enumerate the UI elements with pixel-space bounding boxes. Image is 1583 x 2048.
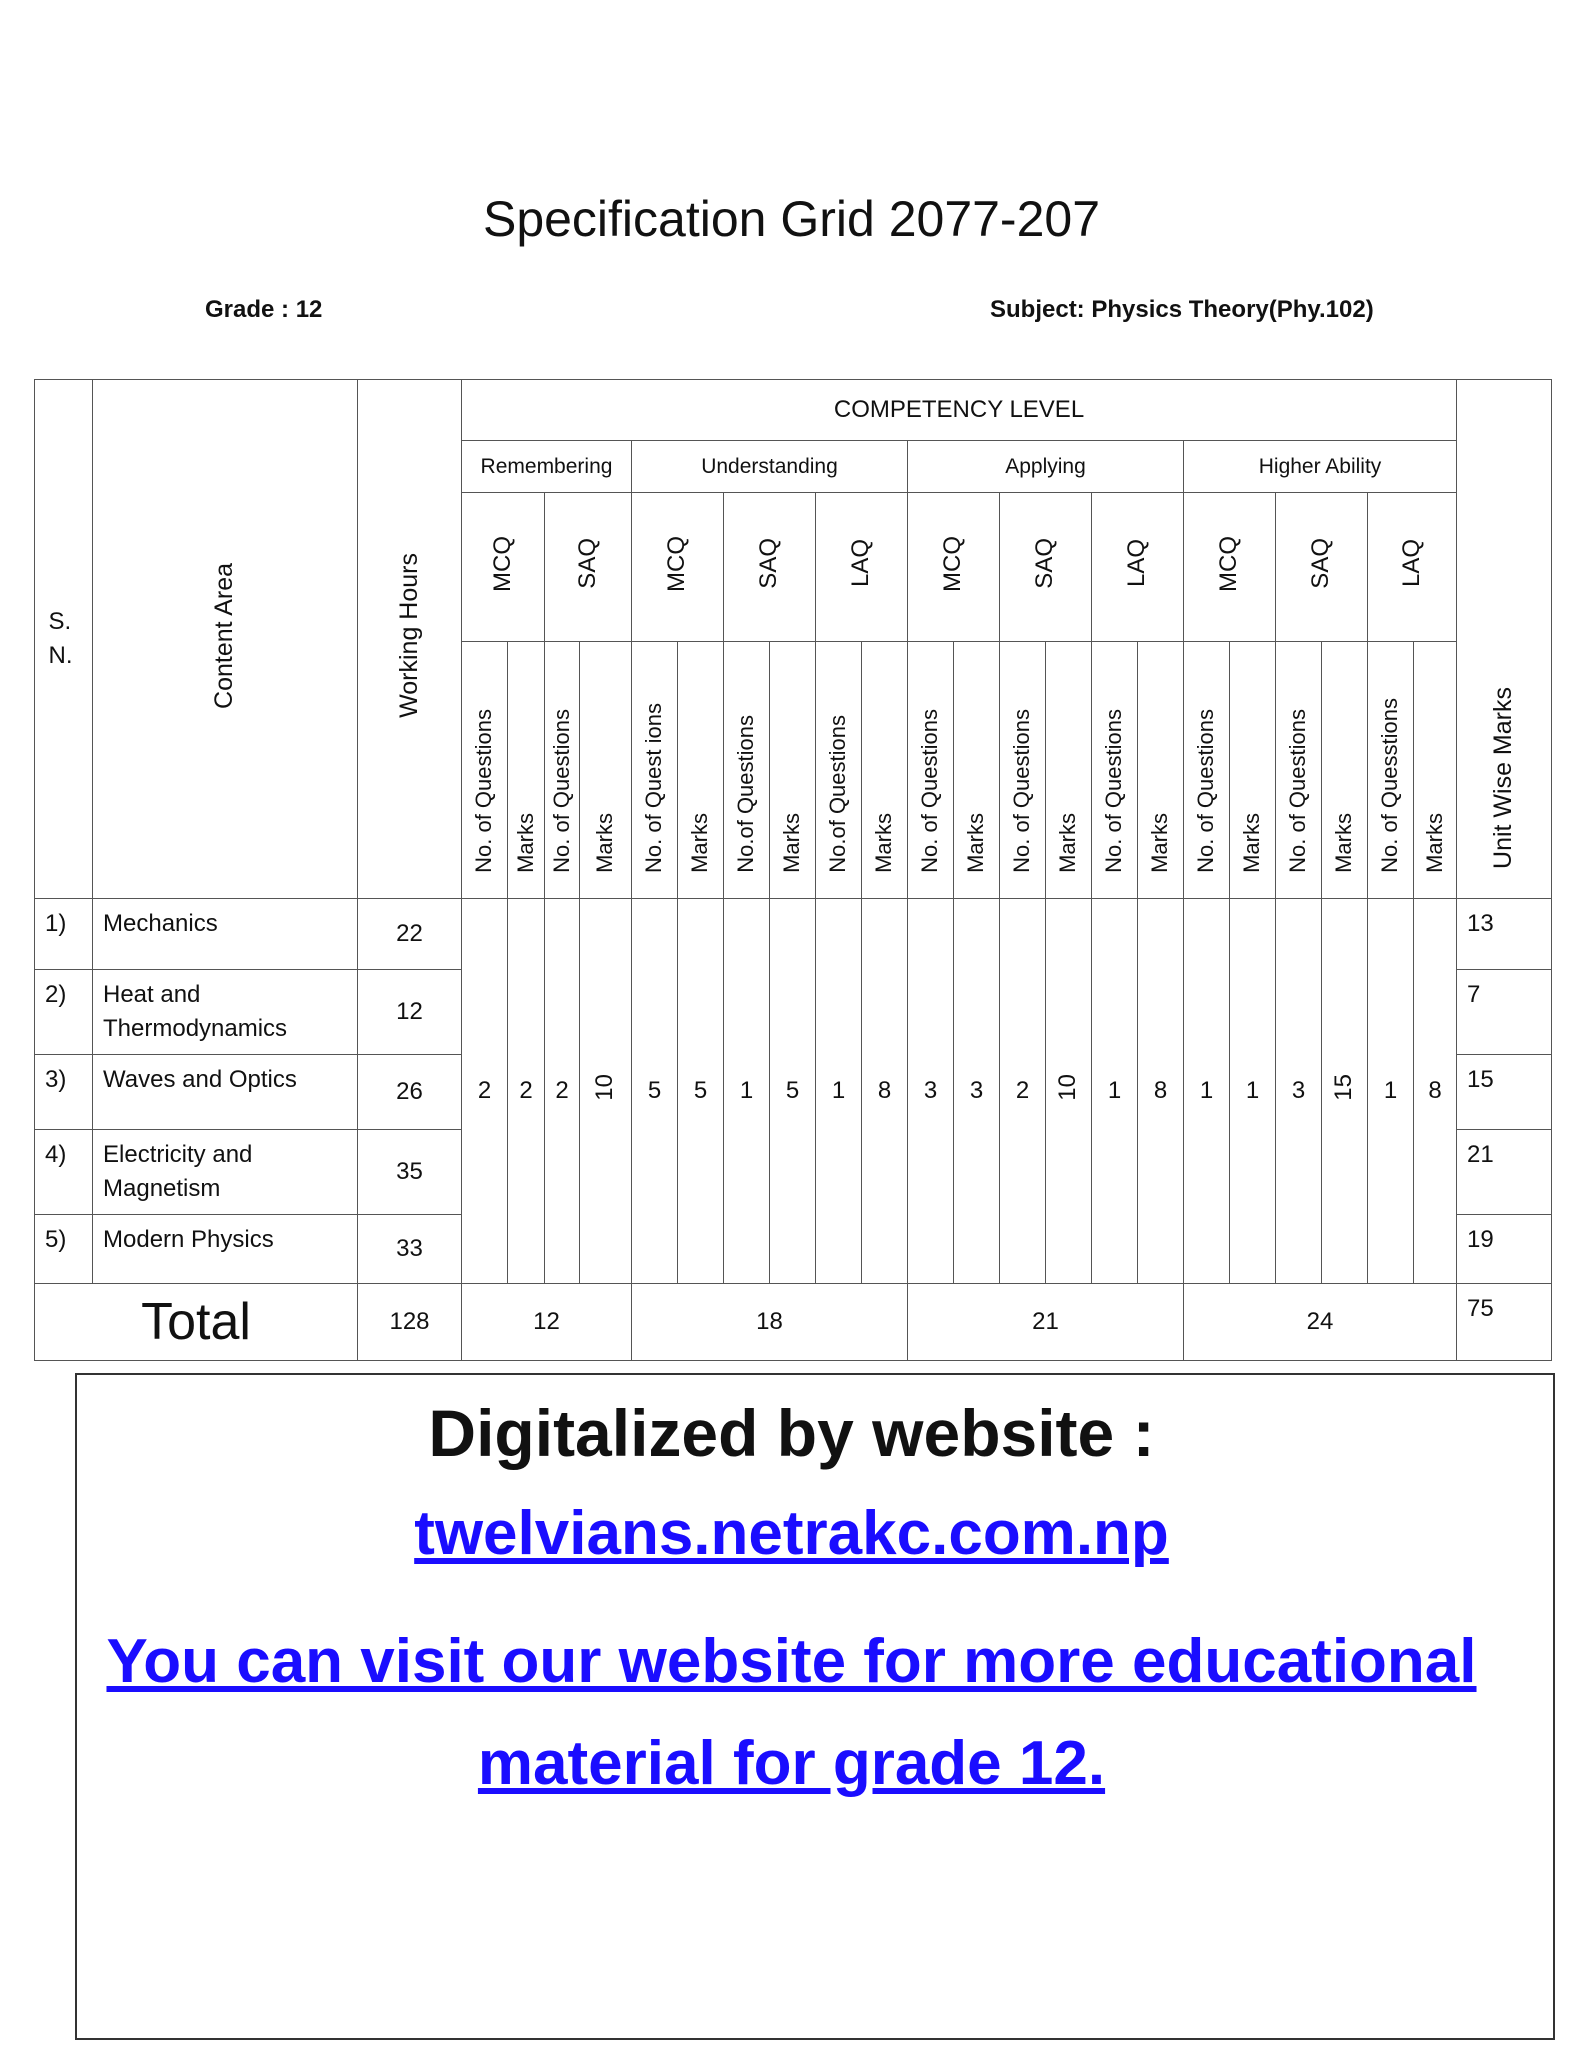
no-of-questions-subheader: [1184, 642, 1230, 899]
question-type-header-mcq-text: MCQ: [1215, 535, 1243, 592]
promo-line-1[interactable]: [0, 1626, 1583, 1697]
no-of-questions-subheader-text: No. of Quesstions: [1377, 698, 1403, 873]
marks-subheader: [508, 642, 545, 899]
total-label-text: Total: [141, 1293, 251, 1351]
working-hours-cell-text: 12: [396, 998, 423, 1025]
sn-cell: [35, 970, 93, 1055]
content-area-cell-text: Modern Physics: [103, 1226, 274, 1253]
level-header-higher-ability-text: Higher Ability: [1258, 454, 1382, 478]
unit-marks-cell-text: 19: [1467, 1226, 1494, 1253]
no-of-questions-subheader-text: No. of Questions: [548, 709, 574, 873]
distribution-cell: [545, 899, 580, 1284]
specification-grid-table: [34, 379, 1552, 1361]
level-total-text: 24: [1306, 1308, 1334, 1335]
website-link[interactable]: [0, 1498, 1583, 1569]
level-header-higher-ability: [1184, 441, 1457, 493]
level-total: [908, 1284, 1184, 1361]
distribution-cell: [580, 899, 632, 1284]
marks-subheader: [580, 642, 632, 899]
distribution-cell-text: 2: [519, 1077, 533, 1104]
working-hours-header: [358, 380, 462, 899]
competency-level-header-text: COMPETENCY LEVEL: [833, 396, 1085, 423]
sn-cell: [35, 1130, 93, 1215]
marks-subheader-text: Marks: [1331, 813, 1357, 873]
no-of-questions-subheader: [816, 642, 862, 899]
question-type-header-mcq: [908, 493, 1000, 642]
working-hours-cell: [358, 1130, 462, 1215]
distribution-cell-text: 1: [739, 1077, 754, 1104]
sn-header: [35, 380, 93, 899]
sn-cell-text: 3): [45, 1066, 67, 1093]
no-of-questions-subheader-text: No. of Questions: [1285, 709, 1311, 873]
level-total: [632, 1284, 908, 1361]
marks-subheader: [1046, 642, 1092, 899]
question-type-header-saq-text: SAQ: [755, 538, 783, 589]
working-hours-cell: [358, 1215, 462, 1284]
question-type-header-mcq-text: MCQ: [939, 535, 967, 592]
marks-subheader-text: Marks: [512, 813, 538, 873]
distribution-cell: [862, 899, 908, 1284]
no-of-questions-subheader-text: No.of Questions: [825, 715, 851, 873]
working-hours-cell: [358, 1055, 462, 1130]
distribution-cell-text: 8: [1153, 1077, 1168, 1104]
content-area-cell-text: Electricity and Magnetism: [103, 1141, 253, 1202]
distribution-cell-text: 2: [555, 1077, 569, 1104]
no-of-questions-subheader: [1368, 642, 1414, 899]
distribution-cell-text: 1: [1383, 1077, 1398, 1104]
distribution-cell: [1276, 899, 1322, 1284]
unit-marks-cell: [1457, 970, 1552, 1055]
working-hours-header-text: Working Hours: [394, 553, 423, 718]
content-area-header: [93, 380, 358, 899]
level-total: [1184, 1284, 1457, 1361]
competency-level-header: [462, 380, 1457, 441]
distribution-cell: [1092, 899, 1138, 1284]
question-type-header-saq-text: SAQ: [573, 538, 601, 589]
no-of-questions-subheader-text: No. of Questions: [471, 709, 497, 873]
no-of-questions-subheader: [462, 642, 508, 899]
sn-cell-text: 4): [45, 1141, 67, 1168]
distribution-cell: [462, 899, 508, 1284]
no-of-questions-subheader: [724, 642, 770, 899]
question-type-header-saq-text: SAQ: [1307, 538, 1335, 589]
question-type-header-laq: [816, 493, 908, 642]
total-hours: [358, 1284, 462, 1361]
sn-cell: [35, 1055, 93, 1130]
question-type-header-mcq-text: MCQ: [488, 535, 516, 592]
distribution-cell: [1184, 899, 1230, 1284]
content-area-cell: [93, 1130, 358, 1215]
distribution-cell: [770, 899, 816, 1284]
question-type-header-saq-text: SAQ: [1031, 538, 1059, 589]
grade-label: Grade : 12: [205, 296, 323, 323]
distribution-cell-text: 5: [693, 1077, 708, 1104]
distribution-cell-text: 10: [591, 1074, 619, 1101]
distribution-cell: [1368, 899, 1414, 1284]
level-total-text: 21: [1032, 1308, 1059, 1335]
distribution-cell: [678, 899, 724, 1284]
unit-wise-marks-header: [1457, 380, 1552, 899]
total-hours-text: 128: [389, 1308, 430, 1335]
level-header-understanding-text: Understanding: [701, 454, 838, 478]
total-unit-marks: [1457, 1284, 1552, 1361]
sn-header-text: S. N.: [48, 608, 73, 669]
level-total-text: 12: [533, 1308, 560, 1335]
no-of-questions-subheader: [1000, 642, 1046, 899]
level-total-text: 18: [756, 1308, 783, 1335]
level-header-applying: [908, 441, 1184, 493]
distribution-cell: [632, 899, 678, 1284]
unit-marks-cell-text: 7: [1467, 981, 1481, 1008]
no-of-questions-subheader: [545, 642, 580, 899]
promo-box: [75, 1373, 1555, 2040]
unit-wise-marks-header-text: Unit Wise Marks: [1489, 687, 1518, 869]
no-of-questions-subheader-text: No. of Quest ions: [641, 703, 667, 873]
no-of-questions-subheader: [1092, 642, 1138, 899]
question-type-header-laq-text: LAQ: [1397, 539, 1425, 588]
question-type-header-laq-text: LAQ: [847, 539, 875, 588]
distribution-cell: [724, 899, 770, 1284]
distribution-cell-text: 1: [831, 1077, 846, 1104]
marks-subheader: [1322, 642, 1368, 899]
distribution-cell: [1230, 899, 1276, 1284]
distribution-cell-text: 2: [1015, 1077, 1030, 1104]
distribution-cell: [1000, 899, 1046, 1284]
distribution-cell: [1322, 899, 1368, 1284]
content-area-header-text: Content Area: [210, 562, 239, 709]
promo-line-1-text[interactable]: You can visit our website for more educational: [106, 1627, 1477, 1696]
no-of-questions-subheader-text: No. of Questions: [917, 709, 943, 873]
marks-subheader-text: Marks: [871, 813, 897, 873]
website-link-text[interactable]: twelvians.netrakc.com.np: [414, 1499, 1169, 1568]
content-area-cell: [93, 899, 358, 970]
content-area-cell: [93, 970, 358, 1055]
working-hours-cell-text: 35: [396, 1158, 423, 1185]
unit-marks-cell: [1457, 1055, 1552, 1130]
content-area-cell: [93, 1215, 358, 1284]
question-type-header-mcq: [462, 493, 545, 642]
working-hours-cell-text: 22: [396, 920, 423, 947]
distribution-cell-text: 2: [477, 1077, 492, 1104]
promo-line-2-text[interactable]: material for grade 12.: [477, 1729, 1106, 1798]
distribution-cell-text: 5: [785, 1077, 800, 1104]
marks-subheader-text: Marks: [779, 813, 805, 873]
distribution-cell-text: 1: [1107, 1077, 1122, 1104]
promo-heading: Digitalized by website :: [428, 1396, 1155, 1470]
table-row: [35, 899, 1552, 970]
content-area-cell: [93, 1055, 358, 1130]
marks-subheader-text: Marks: [1239, 813, 1265, 873]
question-type-header-mcq-text: MCQ: [663, 535, 691, 592]
question-type-header-mcq: [1184, 493, 1276, 642]
marks-subheader: [1138, 642, 1184, 899]
marks-subheader-text: Marks: [963, 813, 989, 873]
question-type-header-saq: [1000, 493, 1092, 642]
distribution-cell-text: 8: [877, 1077, 892, 1104]
distribution-cell-text: 3: [1291, 1077, 1306, 1104]
working-hours-cell: [358, 899, 462, 970]
content-area-cell-text: Heat and Thermodynamics: [103, 981, 288, 1042]
total-unit-marks-text: 75: [1467, 1295, 1494, 1322]
level-header-applying-text: Applying: [1005, 454, 1086, 478]
question-type-header-saq: [545, 493, 632, 642]
distribution-cell: [908, 899, 954, 1284]
unit-marks-cell-text: 15: [1467, 1066, 1494, 1093]
distribution-cell: [1046, 899, 1092, 1284]
marks-subheader-text: Marks: [592, 813, 618, 873]
distribution-cell-text: 10: [1054, 1074, 1082, 1101]
promo-line-2[interactable]: [0, 1728, 1583, 1799]
no-of-questions-subheader: [908, 642, 954, 899]
sn-cell-text: 2): [45, 981, 67, 1008]
marks-subheader: [1414, 642, 1457, 899]
unit-marks-cell: [1457, 1215, 1552, 1284]
marks-subheader: [770, 642, 816, 899]
marks-subheader-text: Marks: [1055, 813, 1081, 873]
level-header-remembering-text: Remembering: [480, 454, 613, 478]
working-hours-cell-text: 26: [396, 1078, 423, 1105]
page-title: Specification Grid 2077-207: [482, 191, 1101, 247]
distribution-cell: [954, 899, 1000, 1284]
marks-subheader: [678, 642, 724, 899]
subject-label: Subject: Physics Theory(Phy.102): [990, 296, 1374, 323]
question-type-header-laq-text: LAQ: [1123, 539, 1151, 588]
content-area-cell-text: Mechanics: [103, 910, 218, 937]
distribution-cell-text: 3: [923, 1077, 938, 1104]
unit-marks-cell-text: 13: [1467, 910, 1494, 937]
distribution-cell: [1138, 899, 1184, 1284]
working-hours-cell-text: 33: [396, 1235, 423, 1262]
unit-marks-cell: [1457, 1130, 1552, 1215]
question-type-header-mcq: [632, 493, 724, 642]
no-of-questions-subheader-text: No. of Questions: [1193, 709, 1219, 873]
sn-cell-text: 1): [45, 910, 67, 937]
question-type-header-saq: [1276, 493, 1368, 642]
sn-cell: [35, 899, 93, 970]
level-header-understanding: [632, 441, 908, 493]
marks-subheader-text: Marks: [1147, 813, 1173, 873]
distribution-cell: [816, 899, 862, 1284]
distribution-cell-text: 3: [969, 1077, 984, 1104]
marks-subheader-text: Marks: [1421, 813, 1447, 873]
unit-marks-cell-text: 21: [1467, 1141, 1494, 1168]
distribution-cell-text: 15: [1330, 1074, 1358, 1101]
level-header-remembering: [462, 441, 632, 493]
marks-subheader: [954, 642, 1000, 899]
no-of-questions-subheader: [632, 642, 678, 899]
question-type-header-laq: [1368, 493, 1457, 642]
content-area-cell-text: Waves and Optics: [103, 1066, 297, 1093]
distribution-cell-text: 1: [1199, 1077, 1214, 1104]
distribution-cell-text: 8: [1428, 1077, 1442, 1104]
total-label: [35, 1284, 358, 1361]
distribution-cell-text: 1: [1245, 1077, 1260, 1104]
working-hours-cell: [358, 970, 462, 1055]
no-of-questions-subheader-text: No. of Questions: [1101, 709, 1127, 873]
marks-subheader-text: Marks: [687, 813, 713, 873]
question-type-header-saq: [724, 493, 816, 642]
level-total: [462, 1284, 632, 1361]
no-of-questions-subheader-text: No.of Questions: [733, 715, 759, 873]
marks-subheader: [862, 642, 908, 899]
distribution-cell-text: 5: [647, 1077, 662, 1104]
no-of-questions-subheader-text: No. of Questions: [1009, 709, 1035, 873]
no-of-questions-subheader: [1276, 642, 1322, 899]
sn-cell: [35, 1215, 93, 1284]
distribution-cell: [508, 899, 545, 1284]
question-type-header-laq: [1092, 493, 1184, 642]
distribution-cell: [1414, 899, 1457, 1284]
marks-subheader: [1230, 642, 1276, 899]
sn-cell-text: 5): [45, 1226, 67, 1253]
unit-marks-cell: [1457, 899, 1552, 970]
